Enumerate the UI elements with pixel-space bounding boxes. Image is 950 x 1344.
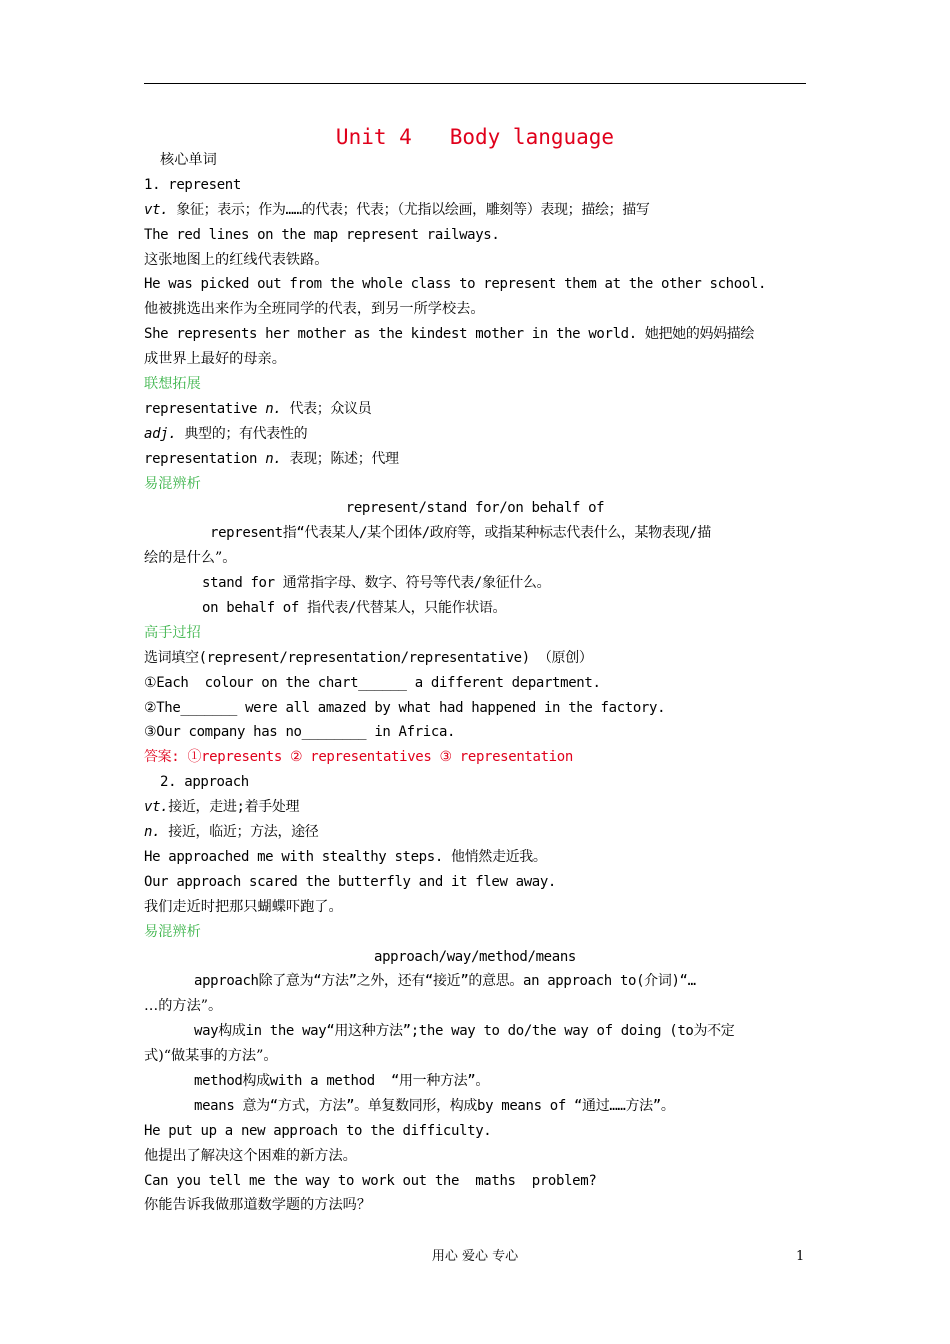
exercise-question: ③Our company has no________ in Africa. (144, 724, 456, 741)
comparison-text: way构成in the way“用这种方法”;the way to do/the way of doing (to为不定 (194, 1023, 735, 1040)
example-cn: 他提出了解决这个困难的新方法。 (144, 1147, 357, 1164)
related-word: representative n. 代表；众议员 (144, 400, 372, 417)
comparison-text: represent指“代表某人/某个团体/政府等，或指某种标志代表什么，某物表现/描 (210, 525, 711, 542)
document-body (144, 148, 806, 1218)
page-number: 1 (796, 1249, 805, 1264)
comparison-text: 绘的是什么”。 (144, 550, 237, 567)
section-label-association: 联想拓展 (144, 376, 201, 393)
example-en: Our approach scared the butterfly and it flew away. (144, 873, 557, 890)
page-footer: 用心 爱心 专心 (431, 1249, 519, 1264)
section-label-confusion: 易混辨析 (144, 475, 201, 492)
example-en: She represents her mother as the kindest mother in the world. 她把她的妈妈描绘 (144, 326, 755, 343)
related-word: representation n. 表现；陈述；代理 (144, 450, 399, 467)
example-cn: 这张地图上的红线代表铁路。 (144, 251, 329, 268)
example-en: Can you tell me the way to work out the maths problem? (144, 1172, 597, 1189)
part-of-speech: n. (144, 824, 161, 841)
part-of-speech: vt. (144, 201, 169, 218)
definition-line: n. 接近，临近；方法，途径 (144, 824, 319, 841)
definition-line: vt. 象征；表示；作为……的代表；代表；（尤指以绘画，雕刻等）表现；描绘；描写 (144, 201, 650, 218)
comparison-text: …的方法”。 (144, 998, 223, 1015)
related-word: adj. 典型的；有代表性的 (144, 425, 308, 442)
comparison-title: approach/way/method/means (374, 948, 576, 965)
example-en: He was picked out from the whole class to represent them at the other school. (144, 276, 767, 293)
exercise-instruction: 选词填空(represent/representation/representative) （原创） (144, 649, 593, 666)
exercise-answer: 答案: ①represents ② representatives ③ representation (144, 749, 573, 766)
page-title: Unit 4 Body language (335, 125, 615, 149)
section-label-practice: 高手过招 (144, 624, 201, 641)
comparison-title: represent/stand for/on behalf of (345, 500, 605, 517)
example-cn: 我们走近时把那只蝴蝶吓跑了。 (144, 898, 343, 915)
comparison-text: approach除了意为“方法”之外，还有“接近”的意思。an approach to(介词)“… (194, 973, 696, 990)
section-label-confusion: 易混辨析 (144, 923, 201, 940)
exercise-question: ①Each colour on the chart______ a different department. (144, 674, 601, 691)
example-cn: 成世界上最好的母亲。 (144, 351, 286, 368)
definition-line: vt.接近，走进;着手处理 (144, 799, 300, 816)
example-en: The red lines on the map represent railways. (144, 226, 500, 243)
example-en: He approached me with stealthy steps. 他悄然走近我。 (144, 848, 547, 865)
section-label-core-words: 核心单词 (160, 152, 217, 168)
comparison-text: stand for 通常指字母、数字、符号等代表/象征什么。 (202, 575, 551, 592)
example-en: He put up a new approach to the difficulty. (144, 1122, 492, 1139)
exercise-question: ②The_______ were all amazed by what had happened in the factory. (144, 699, 666, 716)
example-cn: 你能告诉我做那道数学题的方法吗？ (144, 1197, 372, 1214)
example-cn: 他被挑选出来作为全班同学的代表，到另一所学校去。 (144, 301, 485, 318)
word-heading-approach: 2. approach (160, 774, 249, 791)
header-rule (144, 83, 806, 84)
comparison-text: on behalf of 指代表/代替某人，只能作状语。 (202, 600, 507, 617)
comparison-text: 式)“做某事的方法”。 (144, 1048, 278, 1065)
comparison-text: means 意为“方式，方法”。单复数同形，构成by means of “通过……方法”。 (194, 1097, 675, 1114)
part-of-speech: vt. (144, 799, 169, 816)
word-heading-represent: 1. represent (144, 176, 241, 193)
comparison-text: method构成with a method “用一种方法”。 (194, 1072, 490, 1089)
